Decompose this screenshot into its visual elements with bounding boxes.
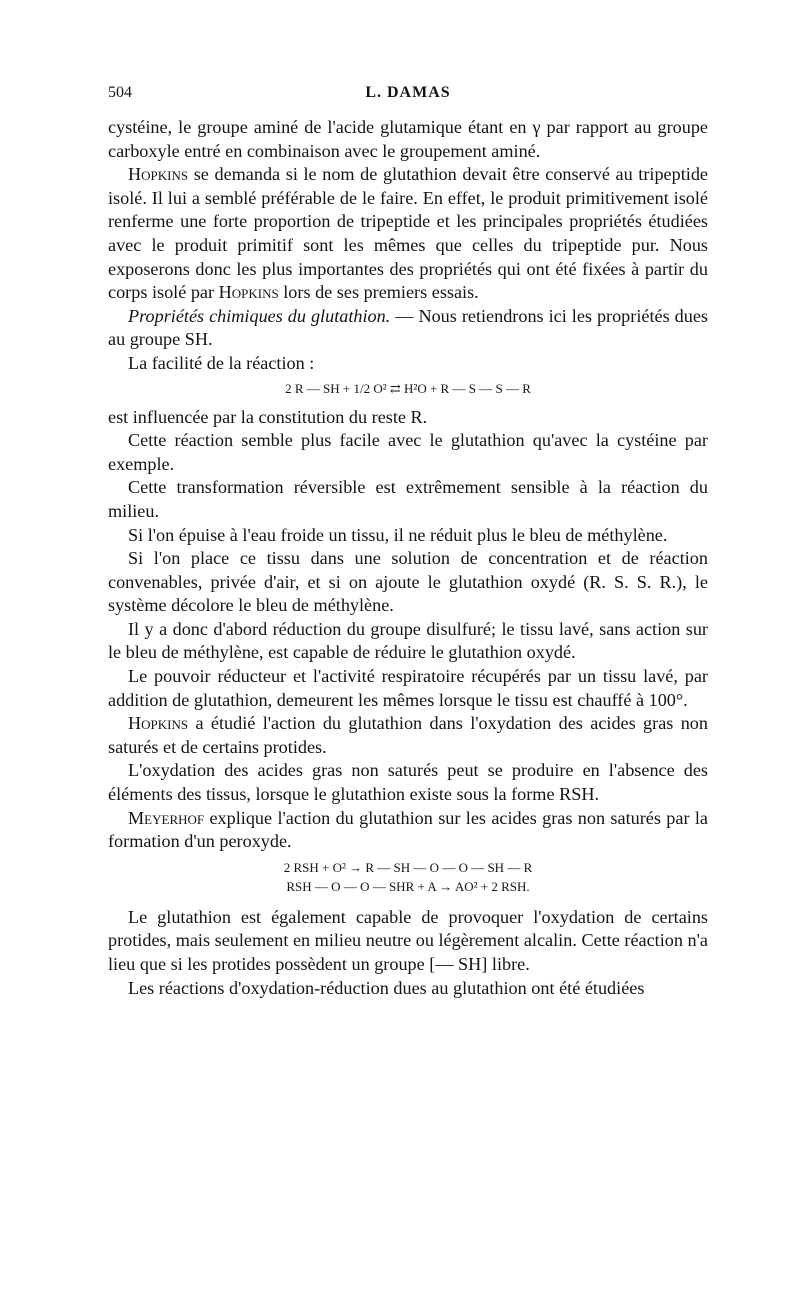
- paragraph: Les réactions d'oxydation-réduction dues au glutathion ont été étudiées: [128, 977, 645, 998]
- paragraph: [108, 807, 708, 854]
- author-name: Hopkins: [128, 164, 189, 185]
- paragraph: cystéine, le groupe aminé de l'acide glutamique étant en γ par rapport au groupe carboxyle entré en combinaison avec le groupement aminé.: [108, 117, 708, 161]
- paragraph: [108, 712, 708, 759]
- equation-block: [108, 858, 708, 896]
- paragraph-text: — Nous retiendrons ici les propriétés dues au groupe SH.: [108, 305, 708, 350]
- paragraph-text: lors de ses premiers essais.: [278, 282, 479, 303]
- paragraph: Si l'on épuise à l'eau froide un tissu, il ne réduit plus le bleu de méthylène.: [128, 524, 668, 545]
- page-header: [108, 84, 708, 108]
- author-name: Meyerhof: [128, 807, 205, 828]
- paragraph: Il y a donc d'abord réduction du groupe disulfuré; le tissu lavé, sans action sur le bleu de méthylène, est capable de réduire le glutathion oxydé.: [108, 618, 708, 663]
- running-title: L. DAMAS: [365, 84, 451, 101]
- paragraph: La facilité de la réaction :: [128, 352, 315, 373]
- paragraph-text: a étudié l'action du glutathion dans l'oxydation des acides gras non saturés et de certains protides.: [108, 713, 708, 757]
- author-name: Hopkins: [128, 713, 189, 734]
- paragraph: Si l'on place ce tissu dans une solution de concentration et de réaction convenables, privée d'air, et si on ajoute le glutathion oxydé (R. S. S. R.), le système décolore le bleu de méthylène.: [108, 548, 708, 616]
- equation: 2 R — SH + 1/2 O² ⇄ H²O + R — S — S — R: [285, 380, 531, 396]
- paragraph-text: explique l'action du glutathion sur les acides gras non saturés par la formation d'un peroxyde.: [108, 807, 708, 852]
- paragraph: Cette réaction semble plus facile avec le glutathion qu'avec la cystéine par exemple.: [108, 430, 708, 474]
- paragraph: est influencée par la constitution du reste R.: [108, 406, 428, 427]
- paragraph: Le glutathion est également capable de provoquer l'oxydation de certains protides, mais seulement en milieu neutre ou légèrement alcalin. Cette réaction n'a lieu que si les protides possèdent un groupe [— SH] libre.: [108, 906, 708, 974]
- equation-line: 2 RSH + O² → R — SH — O — O — SH — R: [283, 859, 533, 875]
- author-name: Hopkins: [218, 282, 279, 303]
- paragraph-text: se demanda si le nom de glutathion devait être conservé au tripeptide isolé. Il lui a semblé préférable de le faire. En effet, le produit primitivement isolé renferme une forte proportion de tripeptide et les principales propriétés étudiées avec le produit primitif sont les mêmes que celles du tripeptide pur. Nous exposerons donc les plus importantes des propriétés qui ont été fixées à partir du corps isolé par: [108, 164, 708, 303]
- body-text: [108, 116, 708, 1000]
- page-number: 504: [108, 84, 132, 101]
- paragraph: L'oxydation des acides gras non saturés peut se produire en l'absence des éléments des tissus, lorsque le glutathion existe sous la forme RSH.: [108, 760, 708, 805]
- paragraph: [108, 163, 708, 305]
- paragraph: Le pouvoir réducteur et l'activité respiratoire récupérés par un tissu lavé, par addition de glutathion, demeurent les mêmes lorsque le tissu est chauffé à 100°.: [108, 666, 708, 710]
- paragraph: Cette transformation réversible est extrêmement sensible à la réaction du milieu.: [108, 477, 708, 521]
- section-heading: Propriétés chimiques du glutathion.: [128, 305, 391, 326]
- paragraph: [108, 305, 708, 352]
- equation-line: RSH — O — O — SHR + A → AO² + 2 RSH.: [286, 878, 530, 894]
